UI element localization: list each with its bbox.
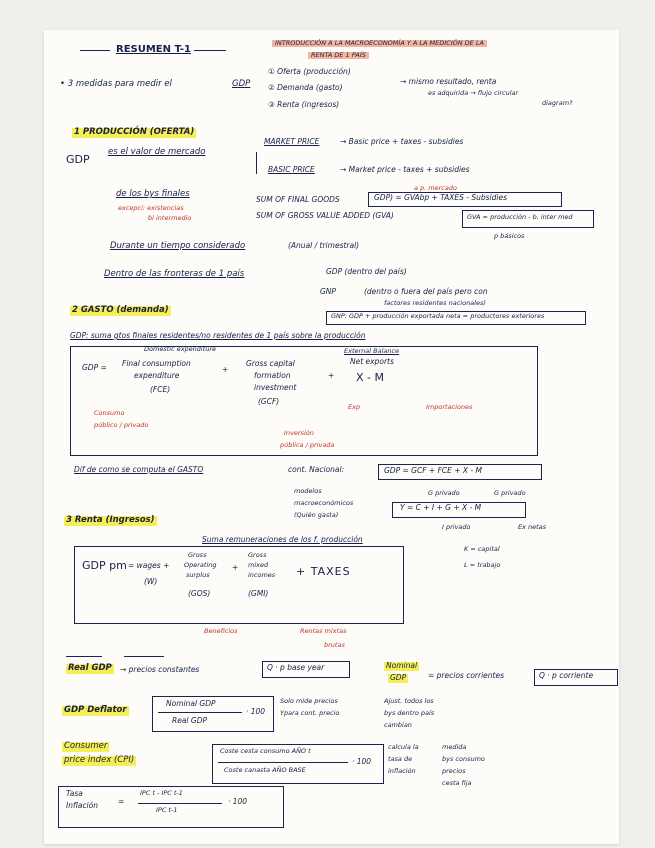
gos-line1: Gross xyxy=(188,551,207,559)
deflator-note-4: bys dentro país xyxy=(384,709,435,717)
cpi-note-5: bys consumo xyxy=(442,755,485,763)
cpi-note-2: tasa de xyxy=(388,755,413,763)
wages: = wages + xyxy=(128,561,170,570)
cpi-multiplier: · 100 xyxy=(352,757,372,766)
header-arrow-right xyxy=(194,50,226,51)
rentas-mixtas-2: brutas xyxy=(324,641,345,649)
gasto-gdp-line: GDP: suma gtos finales residentes/no residentes de 1 país sobre la producción xyxy=(70,331,366,340)
fce-line1: Final consumption xyxy=(122,359,191,368)
gmi-line4: (GMI) xyxy=(248,589,269,598)
basic-price-formula: → Market price - taxes + subsidies xyxy=(340,165,470,174)
production-valor: es el valor de mercado xyxy=(108,147,206,157)
modelos-2: macroeconómicos xyxy=(294,499,354,507)
gos-line2: Operating xyxy=(184,561,217,569)
rentas-mixtas-1: Rentas mixtas xyxy=(300,627,347,635)
renta-heading: 3 Renta (Ingresos) xyxy=(66,515,155,525)
cpi-denominator: Coste canasta AÑO BASE xyxy=(224,766,306,774)
deflator-note-1: Solo mide precios xyxy=(280,697,338,705)
sum-gross-value: SUM OF GROSS VALUE ADDED (GVA) xyxy=(256,211,394,220)
deflator-denominator: Real GDP xyxy=(172,716,207,725)
gasto-dif: Dif de como se computa el GASTO xyxy=(74,465,204,474)
x-minus-m: X - M xyxy=(356,371,384,384)
cpi-numerator: Coste cesta consumo AÑO t xyxy=(220,747,311,755)
exp-label: Exp xyxy=(348,403,361,411)
gos-line4: (GOS) xyxy=(188,589,211,598)
cpi-label-1: Consumer xyxy=(64,741,108,751)
gcf-line1: Gross capital xyxy=(246,359,295,368)
renta-formula-box xyxy=(74,546,404,624)
production-exception-1: excepci: existencias xyxy=(118,204,184,212)
cpi-note-3: inflación xyxy=(388,767,416,775)
market-price-label: MARKET PRICE xyxy=(264,137,320,146)
gdp-formula: GDP) = GVAbp + TAXES - Subsidies xyxy=(374,193,507,202)
intro-measure-1: ① Oferta (producción) xyxy=(268,67,351,76)
renta-l: L = trabajo xyxy=(464,561,501,569)
tasa-label-1: Tasa xyxy=(66,789,83,798)
gcf-line3: investment xyxy=(254,383,297,392)
consumo-label-2: público / privado xyxy=(94,421,149,429)
nominal-gdp-label-2: GDP xyxy=(390,673,407,682)
beneficios-label: Beneficios xyxy=(204,627,238,635)
production-periodo: Durante un tiempo considerado xyxy=(110,241,246,251)
gasto-plus-1: + xyxy=(222,365,229,374)
deflator-numerator: Nominal GDP xyxy=(166,699,216,708)
gasto-heading: 2 GASTO (demanda) xyxy=(72,305,169,315)
gdp-definition: GDP (dentro del país) xyxy=(326,267,407,276)
nominal-gdp-formula: Q · p corriente xyxy=(539,671,594,680)
external-balance: External Balance xyxy=(344,347,400,355)
fce-line2: expenditure xyxy=(134,371,180,380)
production-gdp: GDP xyxy=(66,153,90,166)
gos-line3: surplus xyxy=(186,571,210,579)
g-privado-1: G privado xyxy=(428,489,460,497)
divider-left xyxy=(66,656,102,657)
intro-note-1: → mismo resultado, renta xyxy=(400,77,497,86)
domestic-expenditure: Domestic expenditure xyxy=(144,345,217,353)
sum-final-goods: SUM OF FINAL GOODS xyxy=(256,195,340,204)
real-gdp-formula: Q · p base year xyxy=(267,663,325,672)
production-brace xyxy=(256,152,257,174)
gdp-deflator-label: GDP Deflator xyxy=(64,705,127,715)
tasa-eq: = xyxy=(118,797,125,806)
fce-line3: (FCE) xyxy=(150,385,171,394)
import-label: Importaciones xyxy=(426,403,473,411)
deflator-fraction-bar xyxy=(158,712,242,713)
divider-right xyxy=(124,656,164,657)
inversion-label-2: pública / privada xyxy=(280,441,335,449)
gcf-line4: (GCF) xyxy=(258,397,280,406)
page-title: RESUMEN T-1 xyxy=(116,44,191,55)
p-basicos: p básicos xyxy=(494,232,525,240)
production-a-precio: a p. mercado xyxy=(414,184,457,192)
intro-gdp: GDP xyxy=(232,79,251,89)
tasa-numerator: IPC t - IPC t-1 xyxy=(140,789,183,797)
gmi-line3: incomes xyxy=(248,571,276,579)
modelos-1: modelos xyxy=(294,487,322,495)
tasa-denominator: IPC t-1 xyxy=(156,806,178,814)
intro-note-3: diagram? xyxy=(542,99,573,107)
gcf-line2: formation xyxy=(254,371,291,380)
cpi-note-4: medida xyxy=(442,743,467,751)
deflator-note-5: cambian xyxy=(384,721,412,729)
gasto-plus-2: + xyxy=(328,371,335,380)
header-subtitle-line2: RENTA DE 1 PAÍS xyxy=(308,52,369,59)
market-price-formula: → Basic price + taxes - subsidies xyxy=(340,137,464,146)
gnp-label: GNP xyxy=(320,287,336,296)
gnp-definition-1: (dentro o fuera del país pero con xyxy=(364,287,488,296)
gnp-formula: GNP: GDP + producción exportada neta = productores exteriores xyxy=(331,312,545,320)
deflator-note-3: Ajust. todos los xyxy=(384,697,434,705)
production-periodo-note: (Anual / trimestral) xyxy=(288,241,360,250)
intro-measure-3: ③ Renta (ingresos) xyxy=(268,100,340,109)
renta-k: K = capital xyxy=(464,545,500,553)
notes-page xyxy=(44,30,619,844)
gmi-line2: mixed xyxy=(248,561,269,569)
i-privado: I privado xyxy=(442,523,471,531)
production-bienes: de los bys finales xyxy=(116,189,190,199)
inversion-label-1: Inversión xyxy=(284,429,314,437)
tasa-multiplier: · 100 xyxy=(228,797,248,806)
cpi-note-1: calcula la xyxy=(388,743,419,751)
basic-price-label: BASIC PRICE xyxy=(268,165,315,174)
deflator-multiplier: · 100 xyxy=(246,707,266,716)
nominal-gdp-label-1: Nominal xyxy=(386,661,418,670)
cont-nacional: cont. Nacional: xyxy=(288,465,345,474)
gasto-gdp-eq: GDP = xyxy=(82,363,107,372)
production-heading: 1 PRODUCCIÓN (OFERTA) xyxy=(74,127,195,137)
intro-lead: • 3 medidas para medir el xyxy=(60,79,172,89)
tasa-label-2: Inflación xyxy=(66,801,98,810)
gva-formula: GVA = producción - b. inter med xyxy=(467,213,573,221)
production-fronteras: Dentro de las fronteras de 1 país xyxy=(104,269,245,279)
renta-plus: + xyxy=(232,563,239,572)
model-formula: Y = C + I + G + X - M xyxy=(400,503,482,512)
cpi-note-6: precios xyxy=(442,767,466,775)
intro-note-2: es adquirida → flujo circular xyxy=(428,89,519,97)
ex-netas: Ex netas xyxy=(518,523,547,531)
nominal-gdp-desc: = precios corrientes xyxy=(428,671,505,680)
cpi-note-7: cesta fija xyxy=(442,779,472,787)
modelos-3: (Quién gasta) xyxy=(294,511,339,519)
header-subtitle-line1: INTRODUCCIÓN A LA MACROECONOMÍA Y A LA MEDICIÓN DE LA xyxy=(272,40,487,47)
renta-sub: Suma remuneraciones de los f. producción xyxy=(202,535,363,544)
gdp-pm: GDP pm xyxy=(82,559,127,572)
tasa-fraction-bar xyxy=(138,803,222,804)
g-privado-2: G privado xyxy=(494,489,526,497)
gnp-definition-2: factores residentes nacionales) xyxy=(384,299,486,307)
cpi-label-2: price index (CPI) xyxy=(64,755,135,765)
gmi-line1: Gross xyxy=(248,551,267,559)
production-exception-2: bi intermedio xyxy=(148,214,192,222)
intro-measure-2: ② Demanda (gasto) xyxy=(268,83,343,92)
net-exports: Net exports xyxy=(350,357,394,366)
wages-w: (W) xyxy=(144,577,158,586)
real-gdp-desc: → precios constantes xyxy=(120,665,200,674)
real-gdp-label: Real GDP xyxy=(68,663,112,673)
cpi-fraction-bar xyxy=(218,762,348,763)
cont-formula: GDP = GCF + FCE + X - M xyxy=(384,466,483,475)
deflator-note-2: Ypara cont. precio xyxy=(280,709,340,717)
header-arrow-left xyxy=(80,50,110,51)
renta-taxes: + TAXES xyxy=(296,565,351,578)
consumo-label-1: Consumo xyxy=(94,409,125,417)
